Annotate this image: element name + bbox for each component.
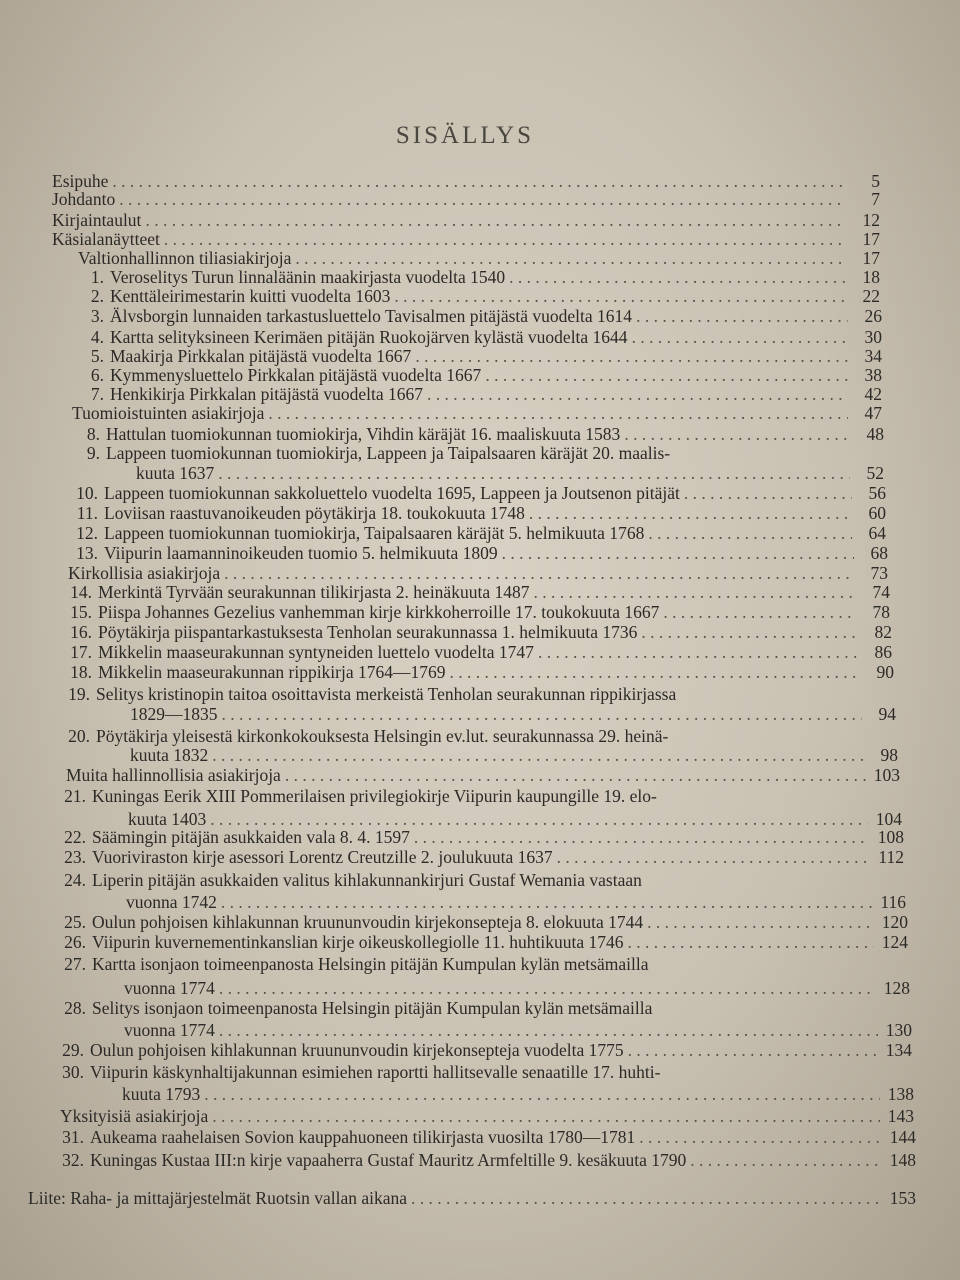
toc-entry [124, 978, 910, 998]
toc-page-number: 30 [864, 327, 882, 347]
toc-entry-title [122, 1084, 200, 1104]
toc-entry-text: Kartta isonjaon toimeenpanosta Helsingin pitäjän Kumpulan kylän metsämailla [92, 954, 649, 974]
toc-leader-dots [218, 463, 850, 483]
toc-entry-title [60, 1106, 208, 1126]
toc-entry [66, 726, 898, 746]
toc-entry-title [66, 765, 281, 785]
toc-leader-dots [212, 1106, 880, 1126]
toc-entry-title [130, 745, 208, 765]
toc-entry [62, 786, 902, 806]
toc-leader-dots [648, 523, 852, 543]
toc-page-number: 103 [873, 765, 900, 785]
toc-entry-text: Kuningas Eerik XIII Pommerilaisen privilegiokirje Viipurin kaupungille 19. elo- [92, 786, 657, 806]
toc-entry-title [78, 248, 291, 268]
toc-entry [80, 346, 882, 366]
toc-leader-dots [627, 932, 874, 952]
toc-entry-text: Kirkollisia asiakirjoja [68, 563, 221, 583]
toc-entry-number: 21. [64, 786, 86, 806]
toc-entry-title [62, 827, 410, 847]
toc-entry-title [124, 978, 215, 998]
toc-page-number: 130 [885, 1020, 912, 1040]
toc-entry-text: Viipurin laamanninoikeuden tuomio 5. helmikuuta 1809 [104, 543, 498, 563]
toc-page-number: 90 [876, 662, 894, 682]
toc-page-number: 5 [871, 171, 880, 191]
toc-entry [62, 912, 908, 932]
toc-leader-dots [145, 210, 846, 230]
toc-entry-title [52, 189, 115, 209]
toc-entry [136, 463, 884, 483]
toc-entry-text: Hattulan tuomiokunnan tuomiokirja, Vihdin käräjät 16. maaliskuuta 1583 [106, 424, 621, 444]
toc-entry-number: 10. [76, 483, 98, 503]
toc-leader-dots [529, 503, 852, 523]
toc-page-number: 108 [877, 827, 904, 847]
toc-page-number: 18 [862, 267, 880, 287]
toc-entry-title [68, 582, 529, 602]
toc-entry-text: Kartta selityksineen Kerimäen pitäjän Ruokojärven kylästä vuodelta 1644 [110, 327, 628, 347]
toc-page-number: 94 [878, 704, 896, 724]
toc-entry-text: Pöytäkirja yleisestä kirkonkokouksesta Helsingin ev.lut. seurakunnassa 29. heinä- [96, 726, 669, 746]
toc-page-number: 143 [887, 1106, 914, 1126]
toc-entry-title [68, 602, 659, 622]
toc-entry-text: Esipuhe [52, 171, 109, 191]
toc-leader-dots [636, 306, 848, 326]
toc-entry-text: Loviisan raastuvanoikeuden pöytäkirja 18. toukokuuta 1748 [104, 503, 525, 523]
toc-entry-title [62, 912, 643, 932]
toc-leader-dots [414, 827, 870, 847]
toc-entry [68, 582, 890, 602]
toc-entry-title [62, 786, 657, 806]
toc-entry-text: Kuningas Kustaa III:n kirje vapaaherra Gustaf Mauritz Armfeltille 9. kesäkuuta 1790 [90, 1150, 687, 1170]
toc-page-number: 112 [878, 847, 904, 867]
toc-leader-dots [295, 248, 846, 268]
toc-leader-dots [663, 602, 856, 622]
toc-leader-dots [210, 809, 868, 829]
toc-entry [66, 765, 900, 785]
toc-entry-text: Viipurin kuvernementinkanslian kirje oikeuskollegiolle 11. huhtikuuta 1746 [92, 932, 624, 952]
toc-page-number: 86 [874, 642, 892, 662]
toc-entry [52, 171, 880, 191]
toc-page-number: 47 [864, 403, 882, 423]
toc-leader-dots [557, 847, 870, 867]
toc-entry-title [66, 684, 676, 704]
toc-page-number: 68 [870, 543, 888, 563]
toc-entry-number: 12. [76, 523, 98, 543]
toc-entry-text: Valtionhallinnon tiliasiakirjoja [78, 248, 292, 268]
toc-leader-dots [684, 483, 852, 503]
toc-entry-text: Viipurin käskynhaltijakunnan esimiehen raportti hallitsevalle senaatille 17. huhti- [90, 1062, 661, 1082]
toc-page-number: 153 [889, 1188, 916, 1208]
toc-leader-dots [509, 267, 846, 287]
toc-entry-title [68, 642, 534, 662]
toc-page-number: 26 [864, 306, 882, 326]
toc-entry-text: Tuomioistuinten asiakirjoja [72, 403, 265, 423]
toc-entry-number: 19. [68, 684, 90, 704]
toc-entry [60, 1127, 916, 1147]
toc-page-number: 42 [864, 384, 882, 404]
toc-entry [74, 483, 886, 503]
toc-leader-dots [112, 171, 846, 191]
toc-page-number: 73 [870, 563, 888, 583]
toc-entry-text: kuuta 1832 [130, 745, 209, 765]
toc-entry-text: Kenttäleirimestarin kuitti vuodelta 1603 [110, 286, 391, 306]
toc-leader-dots [427, 384, 848, 404]
toc-page-number: 78 [872, 602, 890, 622]
toc-entry-number: 14. [70, 582, 92, 602]
toc-entry-title [52, 171, 108, 191]
toc-leader-dots [450, 662, 861, 682]
toc-entry-text: Säämingin pitäjän asukkaiden vala 8. 4. 1597 [92, 827, 410, 847]
toc-entry-title [80, 267, 505, 287]
toc-entry-number: 9. [86, 443, 100, 463]
toc-entry-text: Maakirja Pirkkalan pitäjästä vuodelta 1667 [110, 346, 412, 366]
toc-entry-text: Oulun pohjoisen kihlakunnan kruununvoudin kirjekonsepteja vuodelta 1775 [90, 1040, 624, 1060]
toc-leader-dots [641, 622, 858, 642]
toc-entry [62, 932, 908, 952]
toc-entry-title [62, 870, 642, 890]
toc-entry [76, 443, 884, 463]
toc-entry-title [72, 403, 264, 423]
toc-page-number: 98 [880, 745, 898, 765]
toc-leader-dots [502, 543, 854, 563]
toc-entry [62, 827, 904, 847]
toc-entry-title [60, 1062, 660, 1082]
toc-entry-text: Johdanto [52, 189, 116, 209]
toc-entry [60, 1040, 912, 1060]
toc-page-number: 60 [868, 503, 886, 523]
toc-leader-dots [632, 327, 848, 347]
toc-entry [60, 1062, 914, 1082]
toc-entry-text: Vuoriviraston kirje asessori Lorentz Creutzille 2. joulukuuta 1637 [92, 847, 553, 867]
toc-page-number: 34 [864, 346, 882, 366]
toc-entry-title [136, 463, 214, 483]
toc-entry-title [128, 809, 206, 829]
toc-entry-title [60, 1040, 624, 1060]
toc-leader-dots [411, 1188, 882, 1208]
toc-entry-number: 5. [90, 346, 104, 366]
toc-entry-text: Aukeama raahelaisen Sovion kauppahuoneen tilikirjasta vuosilta 1780—1781 [90, 1127, 636, 1147]
toc-entry-text: Muita hallinnollisia asiakirjoja [66, 765, 281, 785]
toc-entry-title [126, 892, 217, 912]
toc-entry-number: 16. [70, 622, 92, 642]
toc-page-number: 104 [875, 809, 902, 829]
toc-entry-number: 28. [64, 998, 86, 1018]
toc-entry-text: Liperin pitäjän asukkaiden valitus kihlakunnankirjuri Gustaf Wemania vastaan [92, 870, 642, 890]
toc-entry-text: Lappeen tuomiokunnan tuomiokirja, Lappeen ja Taipalsaaren käräjät 20. maalis- [106, 443, 671, 463]
toc-entry-number: 23. [64, 847, 86, 867]
toc-page-number: 134 [885, 1040, 912, 1060]
toc-entry-number: 8. [86, 424, 100, 444]
toc-entry-text: Veroselitys Turun linnaläänin maakirjasta vuodelta 1540 [110, 267, 506, 287]
toc-entry [80, 365, 882, 385]
toc-entry-number: 31. [62, 1127, 84, 1147]
toc-entry-title [80, 384, 423, 404]
toc-leader-dots [204, 1084, 880, 1104]
toc-entry [52, 210, 880, 230]
toc-entry [72, 403, 882, 423]
toc-entry [60, 1150, 916, 1170]
toc-entry [78, 248, 880, 268]
toc-entry-text: Selitys kristinopin taitoa osoittavista merkeistä Tenholan seurakunnan rippikirjassa [96, 684, 677, 704]
toc-entry-number: 11. [76, 503, 98, 523]
toc-page-number: 17 [862, 229, 880, 249]
toc-entry-title [68, 563, 220, 583]
toc-entry-title [60, 1127, 635, 1147]
toc-entry [28, 1188, 916, 1208]
toc-entry-number: 6. [90, 365, 104, 385]
toc-entry-text: vuonna 1742 [126, 892, 217, 912]
toc-entry-text: Piispa Johannes Gezelius vanhemman kirje kirkkoherroille 17. toukokuuta 1667 [98, 602, 660, 622]
toc-entry-text: Liite: Raha- ja mittajärjestelmät Ruotsin vallan aikana [28, 1188, 408, 1208]
toc-page-number: 12 [862, 210, 880, 230]
toc-entry [68, 642, 892, 662]
toc-entry-number: 7. [90, 384, 104, 404]
toc-entry [130, 745, 898, 765]
toc-entry-text: Älvsborgin lunnaiden tarkastusluettelo Tavisalmen pitäjästä vuodelta 1614 [110, 306, 633, 326]
toc-entry-title [74, 503, 525, 523]
toc-entry [62, 998, 912, 1018]
toc-entry-title [80, 327, 628, 347]
toc-entry-title [28, 1188, 407, 1208]
toc-entry [68, 602, 890, 622]
toc-leader-dots [222, 704, 863, 724]
page-title: SISÄLLYS [395, 122, 535, 149]
toc-entry [76, 424, 884, 444]
toc-entry-text: kuuta 1793 [122, 1084, 201, 1104]
toc-page-number: 56 [868, 483, 886, 503]
toc-page-number: 48 [866, 424, 884, 444]
toc-entry [68, 662, 894, 682]
toc-entry [62, 954, 910, 974]
toc-leader-dots [394, 286, 846, 306]
toc-entry [80, 306, 882, 326]
toc-entry-number: 29. [62, 1040, 84, 1060]
toc-leader-dots [224, 563, 854, 583]
toc-page-number: 52 [866, 463, 884, 483]
toc-page-number: 7 [871, 189, 880, 209]
toc-leader-dots [221, 892, 872, 912]
toc-entry-text: Kymmenysluettelo Pirkkalan pitäjästä vuodelta 1667 [110, 365, 482, 385]
toc-entry-title [124, 1020, 215, 1040]
toc-entry [68, 563, 888, 583]
toc-page-number: 138 [887, 1084, 914, 1104]
toc-entry [68, 622, 892, 642]
toc-entry [74, 523, 886, 543]
toc-entry [80, 267, 880, 287]
toc-entry-number: 2. [90, 286, 104, 306]
toc-entry-title [76, 424, 620, 444]
toc-entry-title [66, 726, 668, 746]
toc-entry-title [80, 286, 390, 306]
toc-entry-text: Merkintä Tyrvään seurakunnan tilikirjasta 2. heinäkuuta 1487 [98, 582, 530, 602]
toc-page-number: 124 [881, 932, 908, 952]
toc-entry-number: 17. [70, 642, 92, 662]
toc-entry-number: 3. [90, 306, 104, 326]
toc-page-number: 38 [864, 365, 882, 385]
toc-entry-title [76, 443, 670, 463]
toc-entry-title [74, 483, 680, 503]
toc-entry-text: Mikkelin maaseurakunnan rippikirja 1764—1769 [98, 662, 446, 682]
toc-leader-dots [415, 346, 848, 366]
toc-entry-title [130, 704, 218, 724]
toc-entry-title [80, 306, 632, 326]
toc-entry-title [52, 229, 160, 249]
toc-entry [80, 286, 880, 306]
toc-leader-dots [485, 365, 848, 385]
toc-entry-text: Henkikirja Pirkkalan pitäjästä vuodelta 1667 [110, 384, 423, 404]
toc-entry-number: 26. [64, 932, 86, 952]
toc-entry-text: Lappeen tuomiokunnan tuomiokirja, Taipalsaaren käräjät 5. helmikuuta 1768 [104, 523, 645, 543]
toc-entry-number: 4. [90, 327, 104, 347]
toc-leader-dots [538, 642, 858, 662]
toc-leader-dots [119, 189, 846, 209]
toc-entry-text: Pöytäkirja piispantarkastuksesta Tenholan seurakunnassa 1. helmikuuta 1736 [98, 622, 638, 642]
toc-entry [62, 870, 906, 890]
toc-leader-dots [164, 229, 846, 249]
toc-entry [80, 384, 882, 404]
toc-leader-dots [533, 582, 856, 602]
toc-entry-text: Kirjaintaulut [52, 210, 142, 230]
toc-leader-dots [624, 424, 850, 444]
toc-entry-text: vuonna 1774 [124, 1020, 215, 1040]
toc-entry [62, 847, 904, 867]
toc-leader-dots [268, 403, 848, 423]
toc-entry-text: Mikkelin maaseurakunnan syntyneiden luettelo vuodelta 1747 [98, 642, 534, 662]
toc-entry-number: 25. [64, 912, 86, 932]
toc-entry-text: Käsialanäytteet [52, 229, 160, 249]
toc-entry [60, 1106, 914, 1126]
toc-page-number: 148 [889, 1150, 916, 1170]
toc-entry-title [62, 998, 652, 1018]
toc-page-number: 17 [862, 248, 880, 268]
toc-entry-text: kuuta 1637 [136, 463, 215, 483]
toc-entry-title [68, 622, 637, 642]
toc-entry-title [62, 847, 553, 867]
toc-leader-dots [219, 978, 876, 998]
toc-entry-text: Selitys isonjaon toimeenpanosta Helsingin pitäjän Kumpulan kylän metsämailla [92, 998, 653, 1018]
toc-entry-number: 24. [64, 870, 86, 890]
toc-entry [74, 503, 886, 523]
toc-page-number: 128 [883, 978, 910, 998]
toc-page-number: 144 [889, 1127, 916, 1147]
toc-leader-dots [628, 1040, 878, 1060]
toc-entry [52, 189, 880, 209]
toc-entry-number: 13. [76, 543, 98, 563]
toc-entry [128, 809, 902, 829]
toc-entry-number: 18. [70, 662, 92, 682]
toc-page-number: 64 [868, 523, 886, 543]
toc-entry-title [68, 662, 446, 682]
toc-entry-text: 1829—1835 [130, 704, 218, 724]
toc-leader-dots [647, 912, 874, 932]
toc-entry [126, 892, 906, 912]
toc-entry-title [62, 932, 623, 952]
toc-leader-dots [285, 765, 866, 785]
toc-entry-text: vuonna 1774 [124, 978, 215, 998]
toc-page-number: 74 [872, 582, 890, 602]
toc-entry-number: 1. [90, 267, 104, 287]
toc-entry-title [52, 210, 141, 230]
toc-entry-number: 30. [62, 1062, 84, 1082]
toc-leader-dots [219, 1020, 878, 1040]
toc-page-number: 22 [862, 286, 880, 306]
toc-page-number: 120 [881, 912, 908, 932]
toc-entry [74, 543, 888, 563]
toc-leader-dots [639, 1127, 882, 1147]
toc-entry-title [74, 523, 644, 543]
toc-entry-number: 15. [70, 602, 92, 622]
toc-entry-title [62, 954, 648, 974]
toc-entry [124, 1020, 912, 1040]
toc-leader-dots [690, 1150, 882, 1170]
toc-entry-text: kuuta 1403 [128, 809, 207, 829]
toc-entry-text: Yksityisiä asiakirjoja [60, 1106, 209, 1126]
toc-page-number: 116 [880, 892, 906, 912]
toc-entry [66, 684, 896, 704]
toc-entry-number: 20. [68, 726, 90, 746]
toc-entry [52, 229, 880, 249]
toc-entry-number: 32. [62, 1150, 84, 1170]
toc-entry [130, 704, 896, 724]
toc-entry [80, 327, 882, 347]
toc-entry-text: Lappeen tuomiokunnan sakkoluettelo vuodelta 1695, Lappeen ja Joutsenon pitäjät [104, 483, 680, 503]
toc-entry-title [80, 365, 481, 385]
toc-page-number: 82 [874, 622, 892, 642]
toc-leader-dots [212, 745, 864, 765]
toc-entry-number: 22. [64, 827, 86, 847]
toc-entry [122, 1084, 914, 1104]
toc-entry-title [60, 1150, 686, 1170]
toc-entry-title [80, 346, 411, 366]
toc-entry-text: Oulun pohjoisen kihlakunnan kruununvoudin kirjekonsepteja 8. elokuuta 1744 [92, 912, 644, 932]
toc-entry-number: 27. [64, 954, 86, 974]
toc-entry-title [74, 543, 498, 563]
